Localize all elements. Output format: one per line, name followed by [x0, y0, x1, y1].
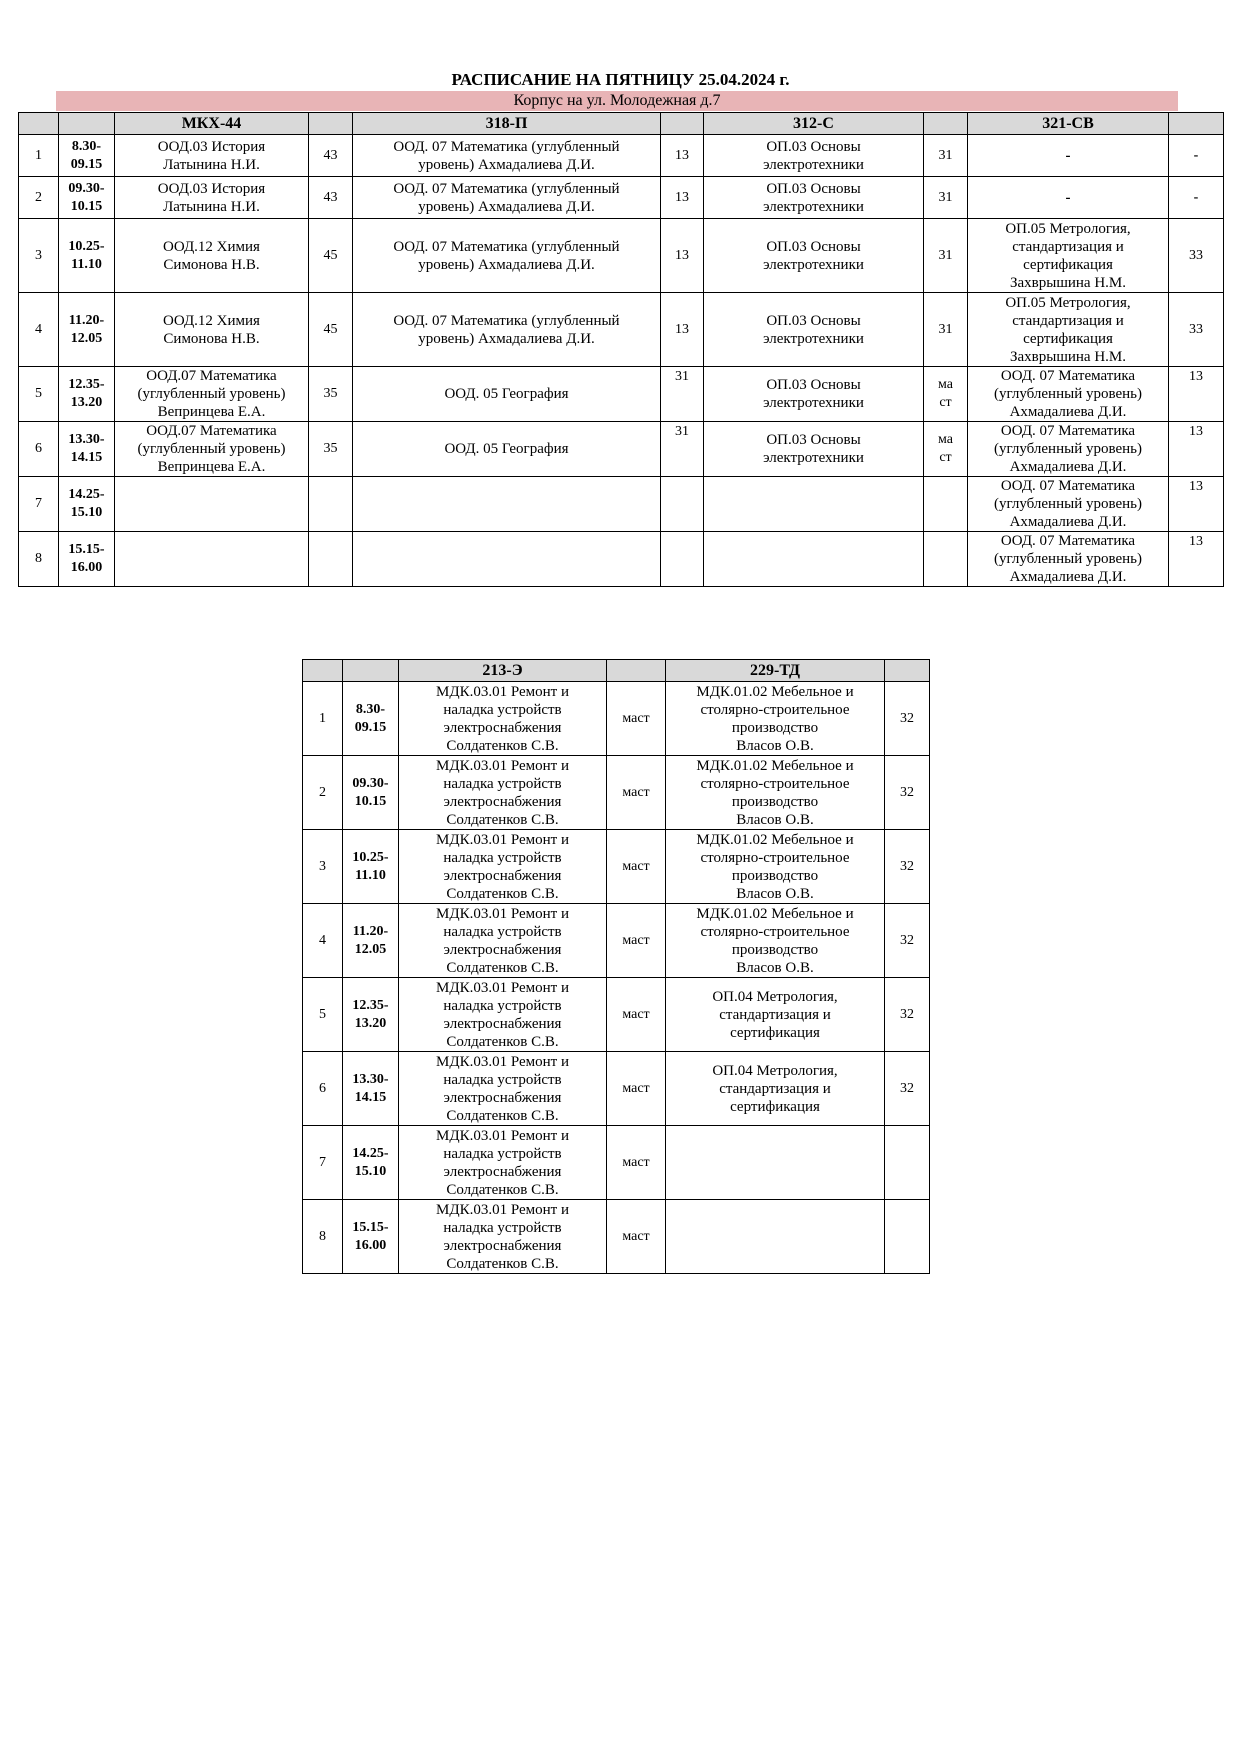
building-banner: Корпус на ул. Молодежная д.7 — [56, 91, 1178, 111]
subject-cell: МДК.03.01 Ремонт и наладка устройств электроснабжения Солдатенков С.В. — [399, 682, 607, 756]
subject-cell — [353, 532, 661, 587]
lesson-number: 5 — [19, 367, 59, 422]
subject-cell: - — [968, 177, 1169, 219]
subject-cell — [704, 477, 924, 532]
room-cell: - — [1169, 135, 1224, 177]
table-row — [19, 219, 1224, 293]
room-cell: 32 — [885, 978, 930, 1052]
room-cell: маст — [607, 830, 666, 904]
subject-cell: ОП.03 Основы электротехники — [704, 135, 924, 177]
group-header: МКХ-44 — [115, 113, 309, 135]
room-cell: 31 — [661, 367, 704, 422]
subject-cell: ОП.04 Метрология, стандартизация и сертификация — [666, 1052, 885, 1126]
lesson-number: 2 — [19, 177, 59, 219]
lesson-number: 3 — [303, 830, 343, 904]
room-cell: ма ст — [924, 422, 968, 477]
lesson-time: 10.25- 11.10 — [343, 830, 399, 904]
subject-cell: ООД.12 Химия Симонова Н.В. — [115, 219, 309, 293]
lesson-number: 7 — [19, 477, 59, 532]
lesson-time: 14.25- 15.10 — [59, 477, 115, 532]
lesson-number: 8 — [303, 1200, 343, 1274]
header-num — [303, 660, 343, 682]
room-cell: 13 — [1169, 477, 1224, 532]
table-row — [19, 477, 1224, 532]
subject-cell — [704, 532, 924, 587]
room-cell: 13 — [1169, 532, 1224, 587]
room-cell: 45 — [309, 219, 353, 293]
room-cell — [661, 477, 704, 532]
room-cell: 32 — [885, 830, 930, 904]
lesson-time: 13.30- 14.15 — [343, 1052, 399, 1126]
room-cell: 45 — [309, 293, 353, 367]
lesson-number: 1 — [303, 682, 343, 756]
subject-cell: ОП.03 Основы электротехники — [704, 422, 924, 477]
header-room — [924, 113, 968, 135]
subject-cell: МДК.03.01 Ремонт и наладка устройств электроснабжения Солдатенков С.В. — [399, 756, 607, 830]
lesson-time: 11.20- 12.05 — [59, 293, 115, 367]
room-cell: 13 — [661, 219, 704, 293]
subject-cell: МДК.01.02 Мебельное и столярно-строительное производство Власов О.В. — [666, 904, 885, 978]
header-row — [303, 660, 930, 682]
table-row — [19, 293, 1224, 367]
table-row — [303, 904, 930, 978]
room-cell: маст — [607, 978, 666, 1052]
lesson-time: 8.30- 09.15 — [59, 135, 115, 177]
table-row — [303, 756, 930, 830]
room-cell: ма ст — [924, 367, 968, 422]
group-header: 312-С — [704, 113, 924, 135]
group-header: 213-Э — [399, 660, 607, 682]
header-room — [607, 660, 666, 682]
subject-cell: ООД.12 Химия Симонова Н.В. — [115, 293, 309, 367]
subject-cell: ОП.05 Метрология, стандартизация и сертификация Захврышина Н.М. — [968, 219, 1169, 293]
room-cell — [885, 1126, 930, 1200]
table-row — [303, 978, 930, 1052]
lesson-time: 09.30- 10.15 — [59, 177, 115, 219]
room-cell — [924, 477, 968, 532]
room-cell: 31 — [924, 219, 968, 293]
room-cell: 13 — [661, 177, 704, 219]
room-cell: 31 — [924, 293, 968, 367]
lesson-time: 15.15- 16.00 — [59, 532, 115, 587]
lesson-number: 3 — [19, 219, 59, 293]
subject-cell: ООД. 07 Математика (углубленный уровень) Ахмадалиева Д.И. — [968, 532, 1169, 587]
lesson-time: 09.30- 10.15 — [343, 756, 399, 830]
room-cell: маст — [607, 1200, 666, 1274]
room-cell — [885, 1200, 930, 1274]
room-cell: - — [1169, 177, 1224, 219]
header-room — [1169, 113, 1224, 135]
room-cell: 31 — [924, 135, 968, 177]
subject-cell — [115, 477, 309, 532]
group-header: 229-ТД — [666, 660, 885, 682]
subject-cell: ООД. 07 Математика (углубленный уровень) Ахмадалиева Д.И. — [968, 422, 1169, 477]
room-cell: маст — [607, 1052, 666, 1126]
group-header: 318-П — [353, 113, 661, 135]
subject-cell: ООД. 05 География — [353, 367, 661, 422]
table-row — [19, 135, 1224, 177]
lesson-time: 14.25- 15.10 — [343, 1126, 399, 1200]
room-cell: маст — [607, 682, 666, 756]
subject-cell: ООД. 07 Математика (углубленный уровень) Ахмадалиева Д.И. — [353, 135, 661, 177]
room-cell: 35 — [309, 422, 353, 477]
lesson-time: 13.30- 14.15 — [59, 422, 115, 477]
subject-cell: ООД. 07 Математика (углубленный уровень) Ахмадалиева Д.И. — [968, 477, 1169, 532]
lesson-number: 4 — [19, 293, 59, 367]
subject-cell: ООД.07 Математика (углубленный уровень) Вепринцева Е.А. — [115, 367, 309, 422]
subject-cell: МДК.03.01 Ремонт и наладка устройств электроснабжения Солдатенков С.В. — [399, 1200, 607, 1274]
table-row — [19, 367, 1224, 422]
table-row — [19, 422, 1224, 477]
header-room — [309, 113, 353, 135]
subject-cell: МДК.01.02 Мебельное и столярно-строительное производство Власов О.В. — [666, 682, 885, 756]
subject-cell: - — [968, 135, 1169, 177]
subject-cell: МДК.03.01 Ремонт и наладка устройств электроснабжения Солдатенков С.В. — [399, 1126, 607, 1200]
room-cell — [309, 477, 353, 532]
header-time — [343, 660, 399, 682]
subject-cell: ОП.04 Метрология, стандартизация и сертификация — [666, 978, 885, 1052]
subject-cell: ОП.03 Основы электротехники — [704, 293, 924, 367]
subject-cell: ОП.03 Основы электротехники — [704, 219, 924, 293]
room-cell: 13 — [1169, 367, 1224, 422]
lesson-time: 11.20- 12.05 — [343, 904, 399, 978]
lesson-number: 1 — [19, 135, 59, 177]
subject-cell: ООД. 07 Математика (углубленный уровень) Ахмадалиева Д.И. — [353, 219, 661, 293]
lesson-time: 10.25- 11.10 — [59, 219, 115, 293]
subject-cell: ООД. 07 Математика (углубленный уровень) Ахмадалиева Д.И. — [968, 367, 1169, 422]
table-row — [303, 830, 930, 904]
header-room — [885, 660, 930, 682]
room-cell: 13 — [661, 293, 704, 367]
room-cell: 43 — [309, 135, 353, 177]
subject-cell: МДК.03.01 Ремонт и наладка устройств электроснабжения Солдатенков С.В. — [399, 830, 607, 904]
room-cell: 32 — [885, 756, 930, 830]
room-cell: 32 — [885, 682, 930, 756]
header-num — [19, 113, 59, 135]
schedule-table-main — [18, 112, 1224, 587]
subject-cell: ОП.03 Основы электротехники — [704, 367, 924, 422]
header-time — [59, 113, 115, 135]
room-cell: 43 — [309, 177, 353, 219]
lesson-number: 8 — [19, 532, 59, 587]
subject-cell: ОП.03 Основы электротехники — [704, 177, 924, 219]
group-header: 321-СВ — [968, 113, 1169, 135]
lesson-number: 6 — [303, 1052, 343, 1126]
header-row — [19, 113, 1224, 135]
subject-cell — [666, 1126, 885, 1200]
subject-cell: ООД. 05 География — [353, 422, 661, 477]
room-cell: 35 — [309, 367, 353, 422]
subject-cell: МДК.01.02 Мебельное и столярно-строительное производство Власов О.В. — [666, 830, 885, 904]
header-room — [661, 113, 704, 135]
table-row — [303, 682, 930, 756]
room-cell: 31 — [661, 422, 704, 477]
room-cell: 32 — [885, 904, 930, 978]
subject-cell: ООД.07 Математика (углубленный уровень) Вепринцева Е.А. — [115, 422, 309, 477]
table-row — [303, 1052, 930, 1126]
table-row — [303, 1200, 930, 1274]
lesson-time: 15.15- 16.00 — [343, 1200, 399, 1274]
page-title: РАСПИСАНИЕ НА ПЯТНИЦУ 25.04.2024 г. — [451, 70, 790, 89]
subject-cell: ООД.03 История Латынина Н.И. — [115, 177, 309, 219]
lesson-number: 2 — [303, 756, 343, 830]
table-row — [19, 532, 1224, 587]
room-cell: маст — [607, 904, 666, 978]
subject-cell — [666, 1200, 885, 1274]
room-cell: 33 — [1169, 293, 1224, 367]
room-cell: 31 — [924, 177, 968, 219]
room-cell: маст — [607, 1126, 666, 1200]
subject-cell: МДК.03.01 Ремонт и наладка устройств электроснабжения Солдатенков С.В. — [399, 1052, 607, 1126]
room-cell — [661, 532, 704, 587]
room-cell: маст — [607, 756, 666, 830]
room-cell — [924, 532, 968, 587]
table-row — [303, 1126, 930, 1200]
subject-cell: МДК.03.01 Ремонт и наладка устройств электроснабжения Солдатенков С.В. — [399, 904, 607, 978]
lesson-number: 5 — [303, 978, 343, 1052]
room-cell: 32 — [885, 1052, 930, 1126]
room-cell — [309, 532, 353, 587]
subject-cell — [115, 532, 309, 587]
subject-cell: МДК.01.02 Мебельное и столярно-строительное производство Власов О.В. — [666, 756, 885, 830]
subject-cell — [353, 477, 661, 532]
lesson-time: 12.35- 13.20 — [59, 367, 115, 422]
lesson-time: 8.30- 09.15 — [343, 682, 399, 756]
lesson-number: 6 — [19, 422, 59, 477]
subject-cell: ОП.05 Метрология, стандартизация и сертификация Захврышина Н.М. — [968, 293, 1169, 367]
subject-cell: МДК.03.01 Ремонт и наладка устройств электроснабжения Солдатенков С.В. — [399, 978, 607, 1052]
lesson-number: 7 — [303, 1126, 343, 1200]
subject-cell: ООД. 07 Математика (углубленный уровень) Ахмадалиева Д.И. — [353, 177, 661, 219]
room-cell: 13 — [1169, 422, 1224, 477]
schedule-table-secondary — [302, 659, 930, 1274]
subject-cell: ООД. 07 Математика (углубленный уровень) Ахмадалиева Д.И. — [353, 293, 661, 367]
lesson-number: 4 — [303, 904, 343, 978]
room-cell: 33 — [1169, 219, 1224, 293]
room-cell: 13 — [661, 135, 704, 177]
lesson-time: 12.35- 13.20 — [343, 978, 399, 1052]
table-row — [19, 177, 1224, 219]
subject-cell: ООД.03 История Латынина Н.И. — [115, 135, 309, 177]
